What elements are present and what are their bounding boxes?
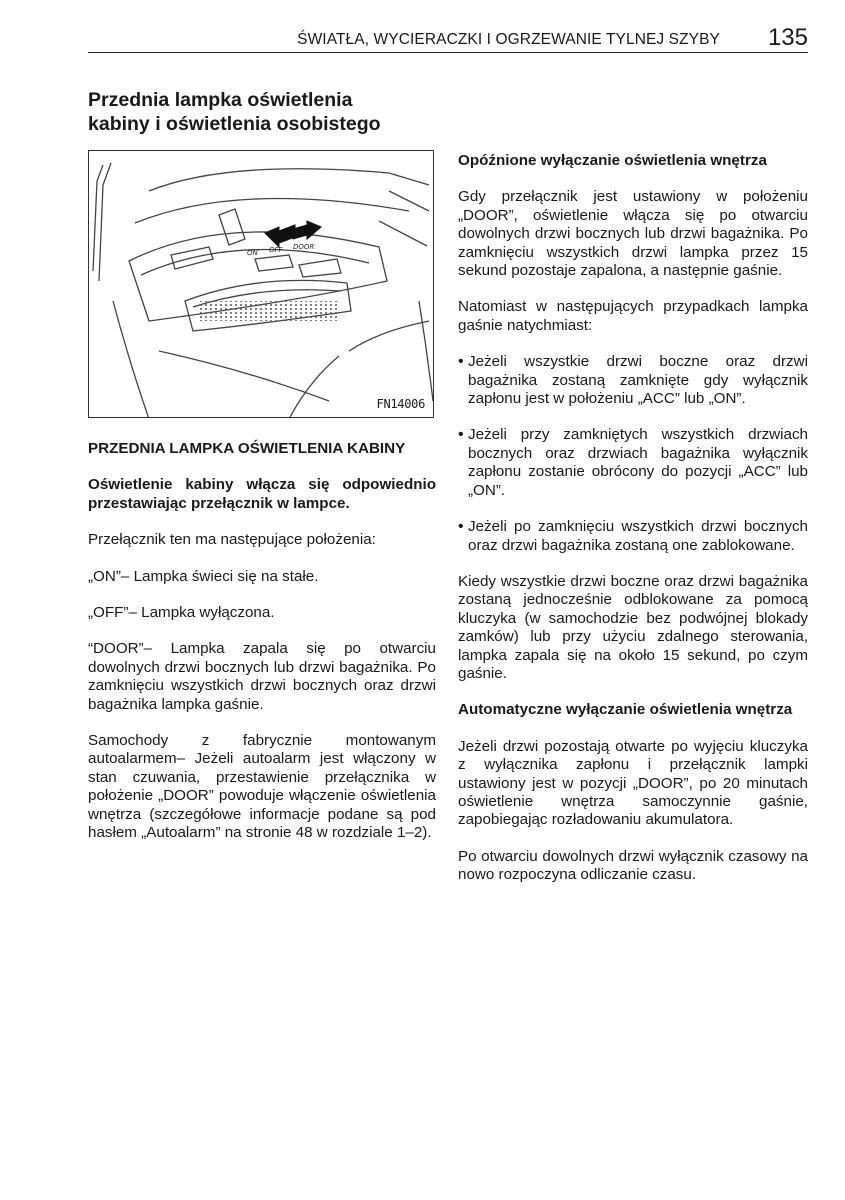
page-header	[88, 24, 808, 52]
figure-code: FN14006	[376, 397, 425, 411]
bullet-dot: •	[458, 518, 464, 536]
list-item-text: Jeżeli po zamknięciu wszystkich drzwi bocznych oraz drzwi bagażnika zostaną one zablokowane.	[468, 518, 808, 554]
list-item	[458, 426, 808, 500]
bullet-dot: •	[458, 426, 464, 444]
ceiling-lamp-illustration	[88, 150, 434, 418]
list-item-text: Jeżeli przy zamkniętych wszystkich drzwiach bocznych oraz drzwiach bagażnika wyłącznik zapłonu zostanie obrócony do pozycji „ACC” lub „ON”.	[468, 426, 808, 499]
list-item-text: Jeżeli wszystkie drzwi boczne oraz drzwi bagażnika zostaną zamknięte gdy wyłącznik zapłonu jest w położeniu „ACC” lub „ON”.	[468, 353, 808, 408]
right-column	[458, 152, 808, 885]
positions-intro: Przełącznik ten ma następujące położenia:	[88, 531, 376, 549]
chapter-title: ŚWIATŁA, WYCIERACZKI I OGRZEWANIE TYLNEJ SZYBY	[297, 31, 720, 48]
left-column	[88, 88, 436, 843]
figure-label-door: DOOR	[293, 243, 315, 251]
delayed-off-heading: Opóźnione wyłączanie oświetlenia wnętrza	[458, 152, 767, 169]
section-title-line-1: Przednia lampka oświetlenia	[88, 89, 353, 111]
alarm-note: Samochody z fabrycznie montowanym autoalarmem– Jeżeli autoalarm jest włączony w stan czuwania, przestawienie przełącznika w położenie „DOOR” powoduje włączenie oświetlenia wnętrza (szczegółowe informacje podane są pod hasłem „Autoalarm” na stronie 48 w rozdziale 1–2).	[88, 732, 436, 842]
auto-off-paragraph: Jeżeli drzwi pozostają otwarte po wyjęciu kluczyka z wyłącznika zapłonu i przełącznik lampki ustawiony jest w pozycji „DOOR”, po 20 minutach oświetlenie wnętrza samoczynnie gaśnie, zapobiegając rozładowaniu akumulatora.	[458, 737, 808, 829]
list-item	[458, 353, 808, 408]
list-item	[458, 518, 808, 555]
section-title	[88, 88, 436, 136]
unlock-paragraph: Kiedy wszystkie drzwi boczne oraz drzwi bagażnika zostaną jednocześnie odblokowane za pomocą kluczyka (w samochodzie bez podwójnej blokady zamków) lub przy użyciu zdalnego sterowania, lampka zapala się na około 15 sekund, po czym gaśnie.	[458, 572, 808, 682]
timer-reset-paragraph: Po otwarciu dowolnych drzwi wyłącznik czasowy na nowo rozpoczyna odliczanie czasu.	[458, 847, 808, 884]
delayed-off-paragraph: Gdy przełącznik jest ustawiony w położeniu „DOOR”, oświetlenie włącza się po otwarciu dowolnych drzwi bocznych lub drzwi bagażnika. Po zamknięciu wszystkich drzwi lampka przez 15 sekund pozostaje zapalona, a następnie gaśnie.	[458, 188, 808, 280]
figure-label-off: OFF	[269, 246, 283, 254]
ceiling-lamp-drawing	[89, 151, 434, 418]
section-title-line-2: kabiny i oświetlenia osobistego	[88, 113, 381, 135]
position-door: “DOOR”– Lampka zapala się po otwarciu dowolnych drzwi bocznych lub drzwi bagażnika. Po zamknięciu wszystkich drzwi bocznych oraz drzwi bagażnika lampka gaśnie.	[88, 640, 436, 713]
bullet-dot: •	[458, 353, 464, 371]
cabin-lamp-intro: Oświetlenie kabiny włącza się odpowiednio przestawiając przełącznik w lampce.	[88, 476, 436, 512]
position-on: „ON”– Lampka świeci się na stałe.	[88, 567, 319, 585]
header-rule	[88, 52, 808, 53]
auto-off-heading: Automatyczne wyłączanie oświetlenia wnętrza	[458, 701, 793, 719]
position-off: „OFF”– Lampka wyłączona.	[88, 604, 275, 622]
cabin-lamp-heading: PRZEDNIA LAMPKA OŚWIETLENIA KABINY	[88, 440, 406, 457]
page-number: 135	[767, 24, 808, 51]
immediate-off-intro: Natomiast w następujących przypadkach lampka gaśnie natychmiast:	[458, 298, 808, 334]
figure-label-on: ON	[247, 249, 258, 257]
